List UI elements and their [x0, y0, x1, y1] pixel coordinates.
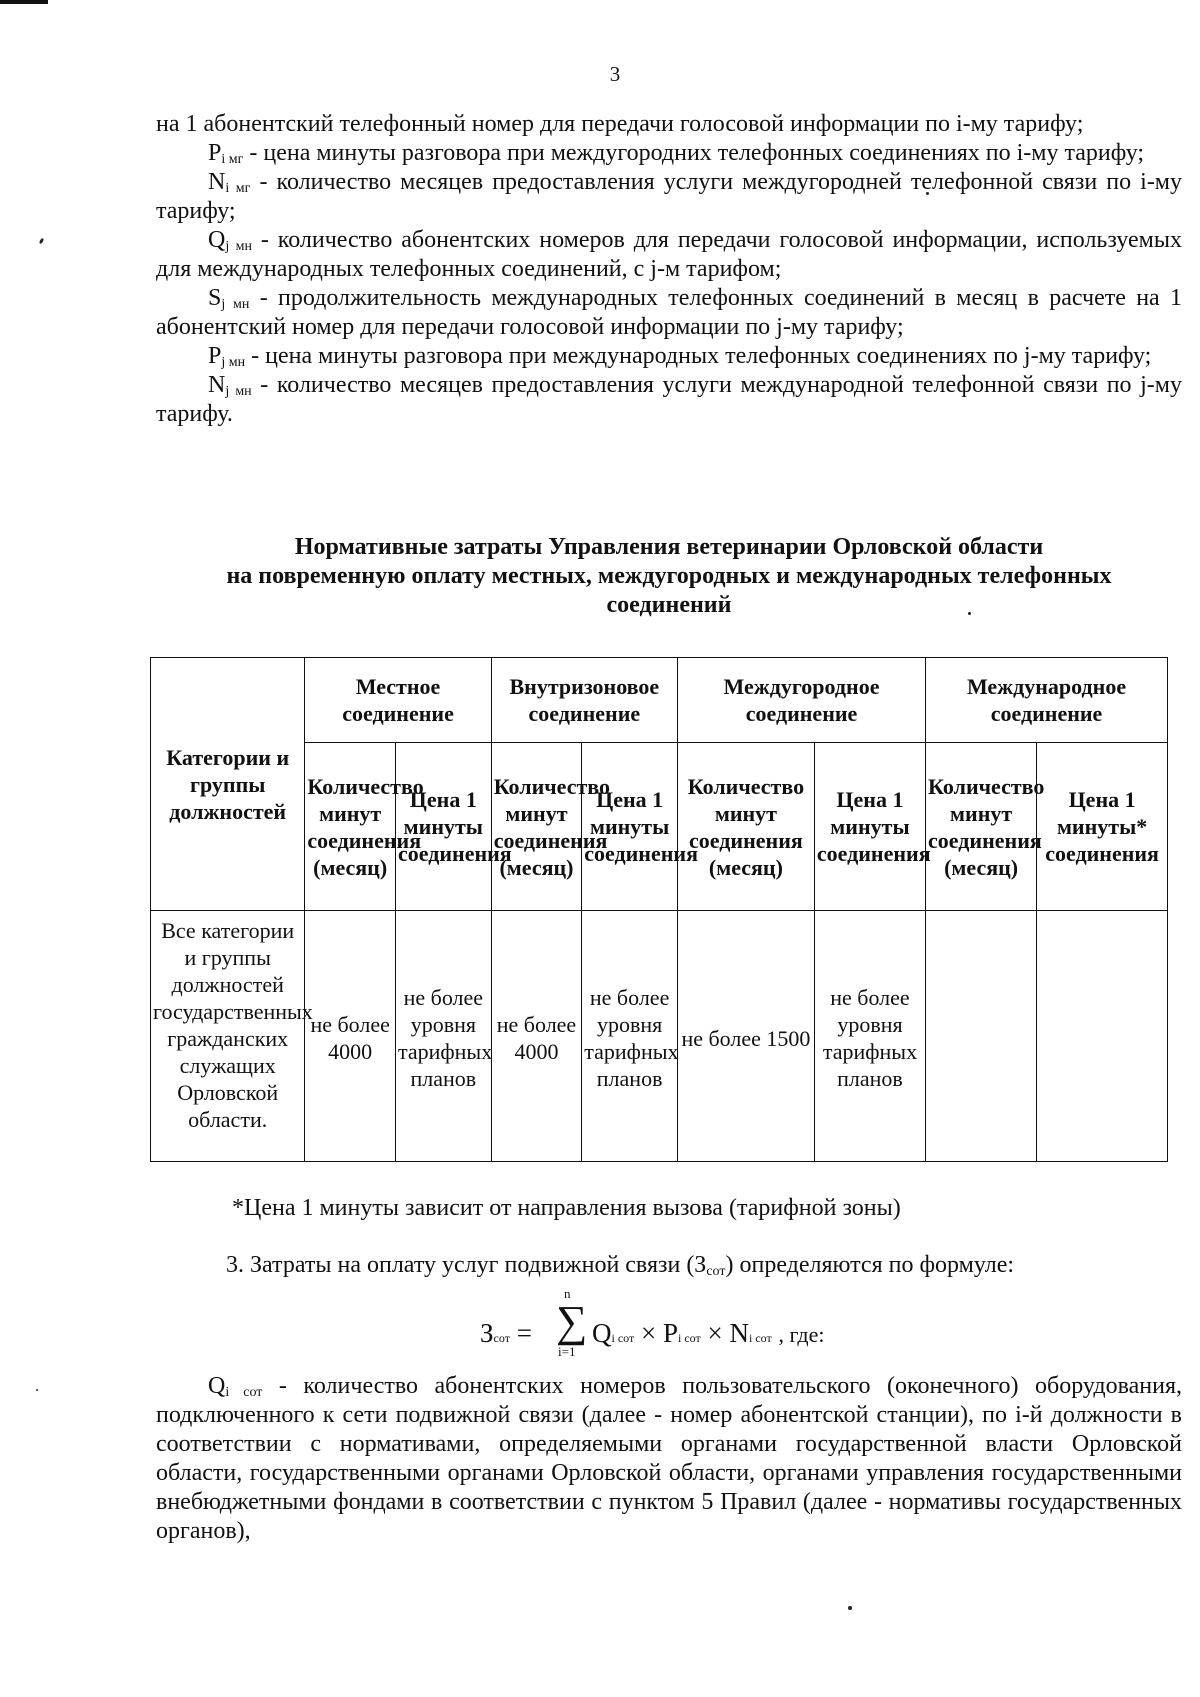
sum-upper-limit: n — [564, 1286, 571, 1301]
formula-definitions — [156, 1372, 1182, 1546]
definition-item: $Q_{i сот}$ - количество абонентских номеров пользовательского (оконечного) оборудования, подключенного к сети подвижной связи (далее - номер абонентской станции), по i-й должности в соответствии с нормативами, определяемыми органами государственной власти Орловской области, государственными органами Орловской области, органами управления государственными внебюджетными фондами в соответствии с пунктом 5 Правил (далее - нормативы государственных органов), — [156, 1373, 1182, 1544]
table-subheader: Цена 1 минуты* соединения — [1037, 743, 1168, 911]
definition-item: $Q_{j мн}$ - количество абонентских номеров для передачи голосовой информации, используемых для международных телефонных соединений, с j-м тарифом; — [156, 227, 1182, 282]
table-footnote: *Цена 1 минуты зависит от направления вызова (тарифной зоны) — [232, 1195, 901, 1221]
scan-speck — [36, 1389, 38, 1391]
paragraph-3: 3. Затраты на оплату услуг подвижной связи $(З_{сот})$ определяются по формуле: — [226, 1252, 1015, 1279]
table-subheader: Количество минут соединения (месяц) — [677, 743, 814, 911]
table-header-category: Категории и группы должностей — [151, 658, 305, 911]
table-header-group: Внутризоновое соединение — [491, 658, 677, 743]
table-subheader: Цена 1 минуты соединения — [395, 743, 491, 911]
definition-item: $N_{j мн}$ - количество месяцев предоставления услуги международной телефонной связи по j-му тарифу. — [156, 372, 1182, 427]
sum-lower-limit: i=1 — [558, 1344, 576, 1359]
formula-terms: Qi сот × Pi сот × Ni сот , где: — [592, 1318, 825, 1348]
table-cell-category: Все категории и группы должностей государственных гражданских служащих Орловской области. — [151, 911, 305, 1162]
definition-continuation: на 1 абонентский телефонный номер для передачи голосовой информации по i-му тарифу; — [156, 111, 1084, 137]
table-cell: не более уровня тарифных планов — [814, 911, 925, 1162]
scan-corner-mark — [0, 0, 48, 4]
table-subheader: Количество минут соединения (месяц) — [491, 743, 582, 911]
definition-item: $P_{i мг}$ - цена минуты разговора при междугородних телефонных соединениях по i-му тарифу; — [208, 140, 1145, 167]
section-title — [156, 533, 1182, 620]
table-cell: не более уровня тарифных планов — [582, 911, 678, 1162]
table-subheader: Количество минут соединения (месяц) — [305, 743, 396, 911]
definition-item: $N_{i мг}$ - количество месяцев предоставления услуги междугородней телефонной связи по i-му тарифу; — [156, 169, 1182, 224]
scan-speck — [848, 1606, 852, 1610]
section-title-line: Нормативные затраты Управления ветеринарии Орловской области — [294, 534, 1044, 560]
definitions-block — [156, 110, 1182, 429]
table-cell: не более уровня тарифных планов — [395, 911, 491, 1162]
definition-item: $P_{j мн}$ - цена минуты разговора при международных телефонных соединениях по j-му тарифу; — [208, 343, 1152, 370]
table-header-group: Местное соединение — [305, 658, 491, 743]
table-cell: не более 1500 — [677, 911, 814, 1162]
table-subheader: Цена 1 минуты соединения — [582, 743, 678, 911]
page-number: 3 — [609, 62, 621, 86]
table-cell — [1037, 911, 1168, 1162]
scan-speck — [39, 238, 45, 245]
table-header-group: Междугородное соединение — [677, 658, 925, 743]
table-subheader: Количество минут соединения (месяц) — [926, 743, 1037, 911]
tariff-norms-table — [150, 657, 1168, 1162]
table-header-group: Международное соединение — [926, 658, 1168, 743]
table-subheader: Цена 1 минуты соединения — [814, 743, 925, 911]
sum-sign-icon: ∑ — [556, 1297, 588, 1346]
section-title-line: соединений — [606, 592, 732, 618]
table-row — [151, 911, 1168, 1162]
mobile-cost-formula — [480, 1286, 900, 1360]
table-cell: не более 4000 — [305, 911, 396, 1162]
table-cell — [926, 911, 1037, 1162]
table-cell: не более 4000 — [491, 911, 582, 1162]
definition-item: $S_{j мн}$ - продолжительность международных телефонных соединений в месяц в расчете на 1 абонентский номер для передачи голосовой информации по j-му тарифу; — [156, 285, 1182, 340]
formula-lhs: Зсот = — [480, 1318, 532, 1348]
section-title-line: на повременную оплату местных, междугородных и международных телефонных — [226, 563, 1112, 589]
